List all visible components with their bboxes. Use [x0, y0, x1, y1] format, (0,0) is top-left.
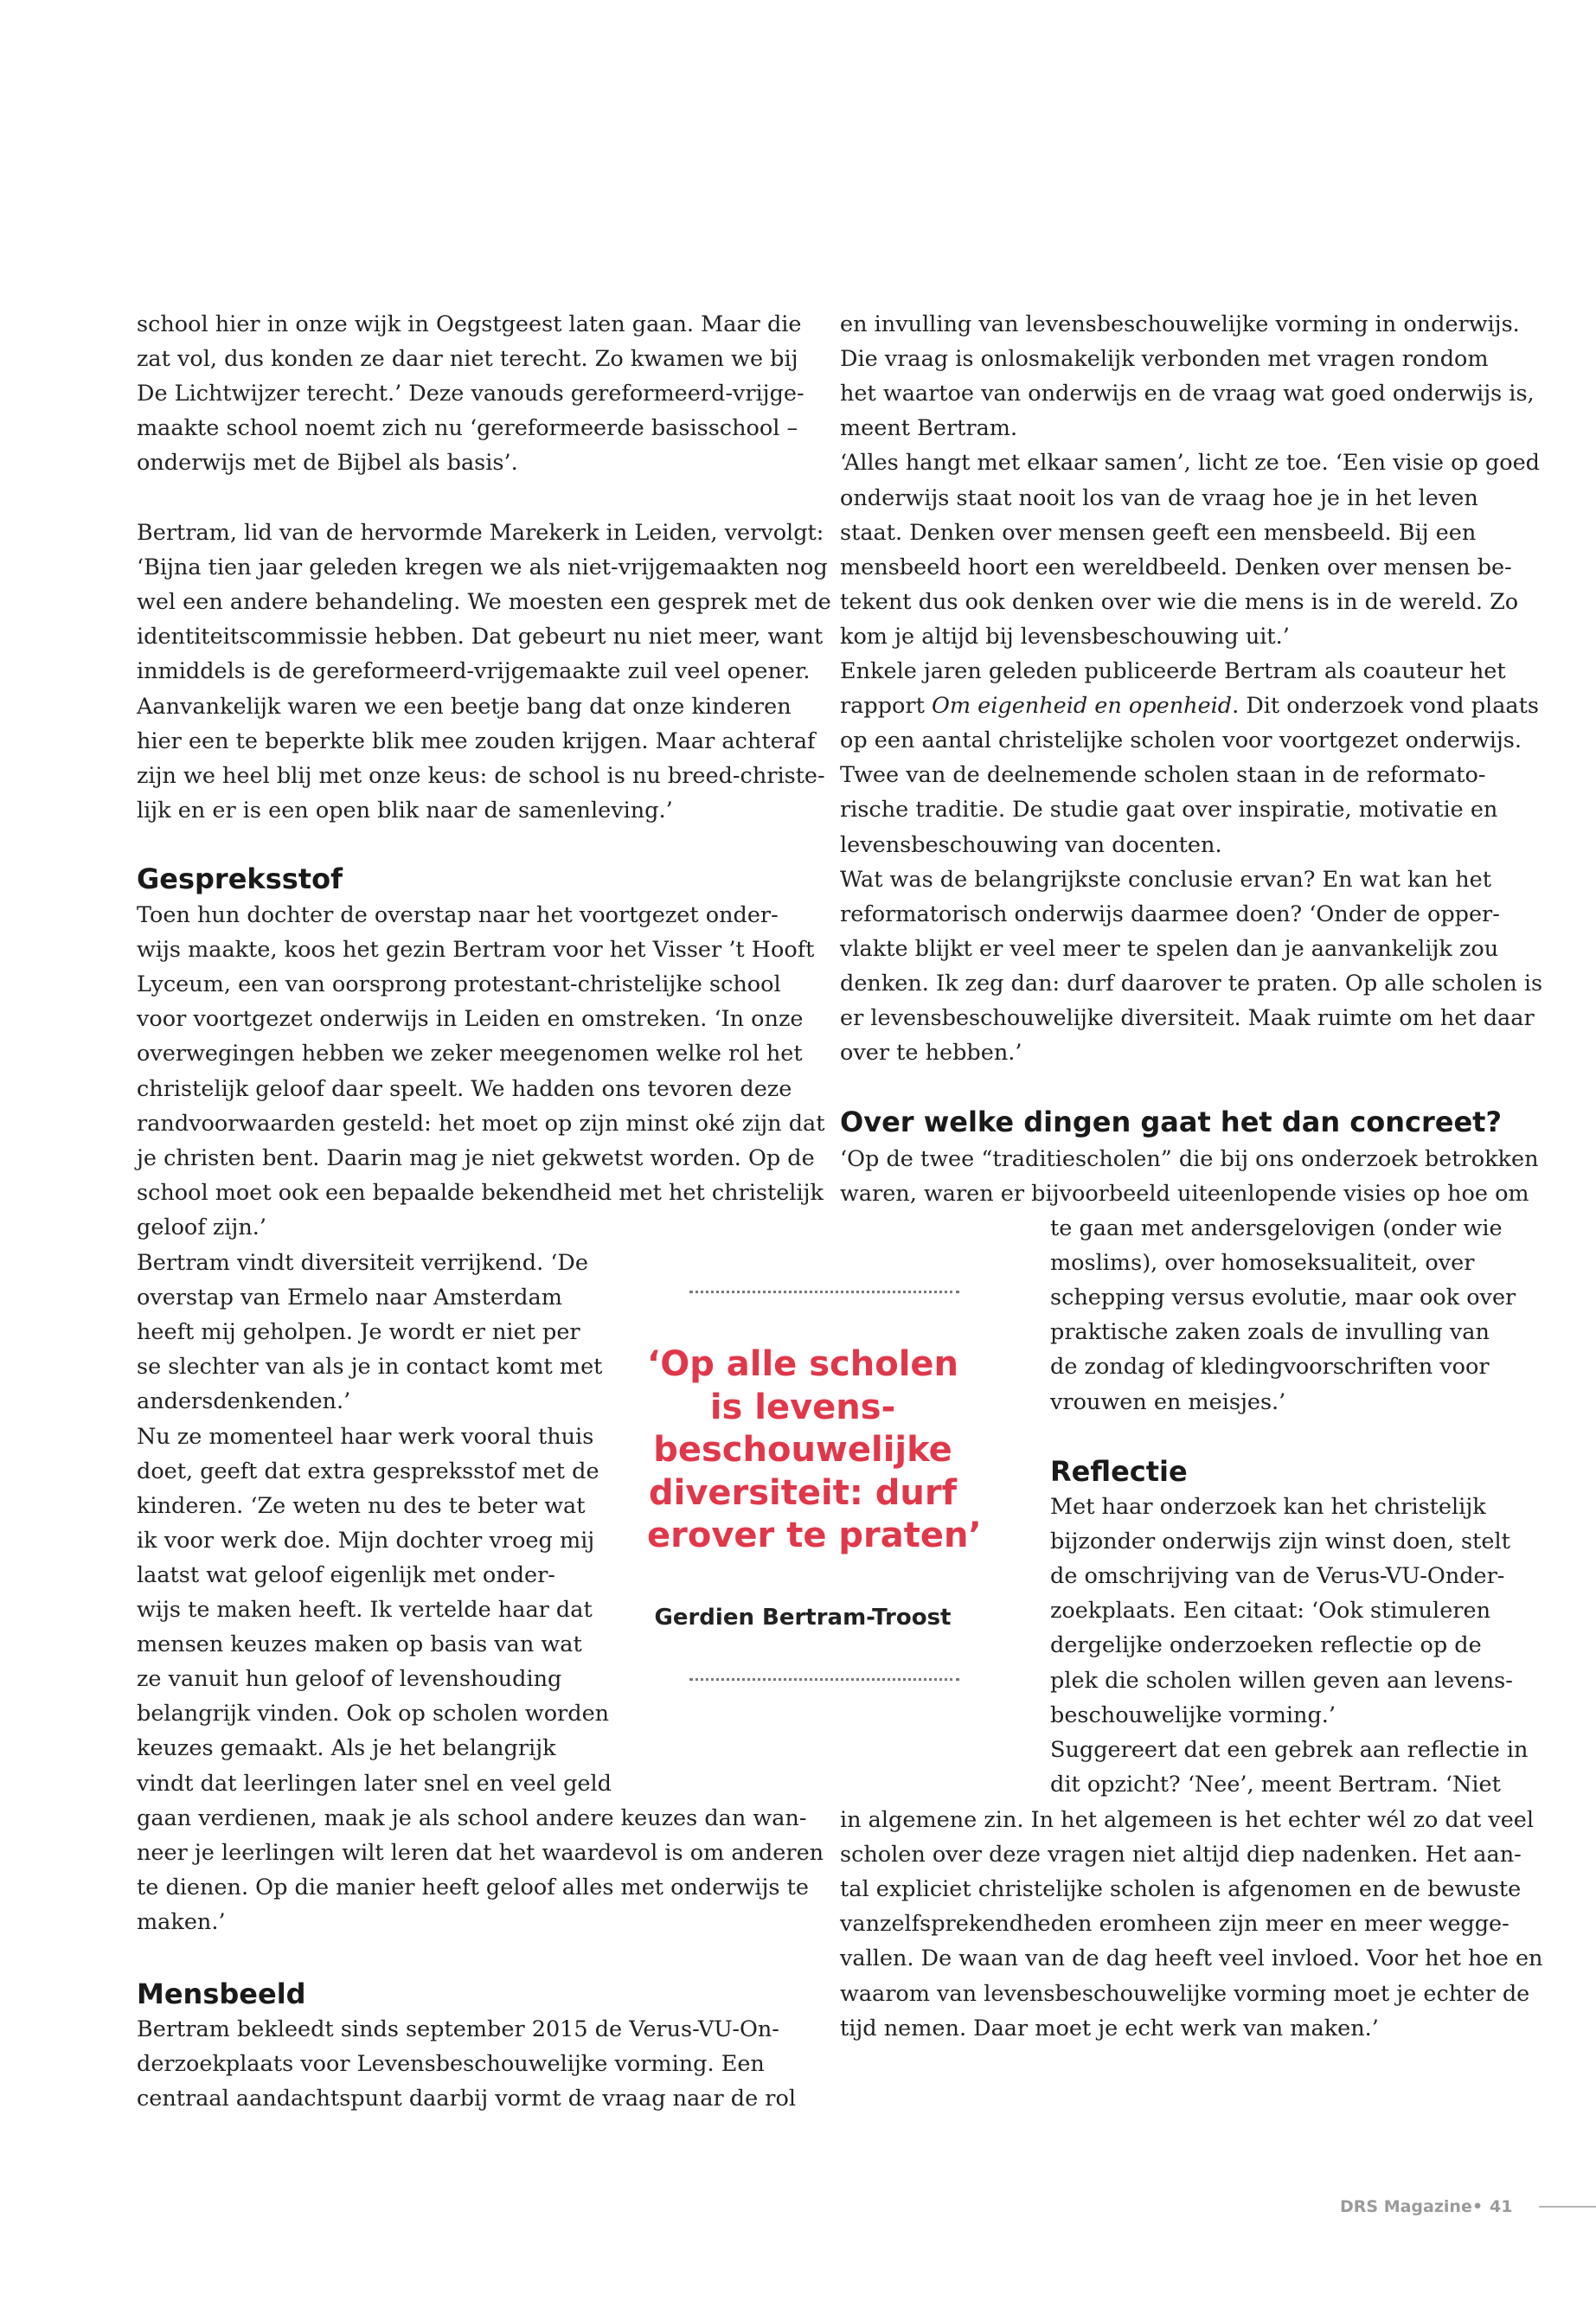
body-text-line: De Lichtwijzer terecht.’ Deze vanouds gereformeerd-vrijge- — [137, 381, 804, 407]
section-heading-reflectie: Reflectie — [1050, 1455, 1188, 1488]
body-text-line: Met haar onderzoek kan het christelijk — [1050, 1494, 1486, 1520]
pull-quote-line: is levens- — [709, 1387, 896, 1427]
body-text-line: centraal aandachtspunt daarbij vormt de vraag naar de rol — [137, 2086, 796, 2112]
body-text-line: waren, waren er bijvoorbeeld uiteenlopende visies op hoe om — [840, 1181, 1529, 1208]
body-text-line: Toen hun dochter de overstap naar het voortgezet onder- — [137, 902, 779, 928]
body-text-line: schepping versus evolutie, maar ook over — [1050, 1285, 1516, 1311]
body-text-line: reformatorisch onderwijs daarmee doen? ‘Onder de opper- — [840, 901, 1500, 927]
body-text-line: bijzonder onderwijs zijn winst doen, stelt — [1050, 1529, 1510, 1555]
section-heading-concreet: Over welke dingen gaat het dan concreet? — [840, 1106, 1502, 1138]
body-text-line: derzoekplaats voor Levensbeschouwelijke vorming. Een — [137, 2051, 765, 2078]
body-text-line: heeft mij geholpen. Je wordt er niet per — [137, 1319, 580, 1346]
body-text-line: over te hebben.’ — [840, 1040, 1022, 1067]
body-text-line: geloof zijn.’ — [137, 1214, 266, 1240]
body-text-line: ‘Alles hangt met elkaar samen’, licht ze toe. ‘Een visie op goed — [840, 450, 1540, 477]
body-text-line: wijs maakte, koos het gezin Bertram voor het Visser ’t Hooft — [137, 937, 815, 964]
body-text-line: Bertram, lid van de hervormde Marekerk in Leiden, vervolgt: — [137, 520, 824, 546]
body-text-line: meent Bertram. — [840, 415, 1018, 442]
body-text-line: overwegingen hebben we zeker meegenomen welke rol het — [137, 1041, 803, 1067]
body-text-line: Bertram vindt diversiteit verrijkend. ‘De — [137, 1250, 588, 1276]
body-text-line: vlakte blijkt er veel meer te spelen dan je aanvankelijk zou — [840, 935, 1499, 962]
body-text-line: laatst wat geloof eigenlijk met onder- — [137, 1561, 555, 1588]
footer-separator: • — [1472, 2197, 1484, 2216]
pull-quote-bottom-divider — [689, 1678, 959, 1681]
body-text-line: Nu ze momenteel haar werk vooral thuis — [137, 1423, 594, 1450]
body-text-line: Enkele jaren geleden publiceerde Bertram als coauteur het — [840, 658, 1506, 684]
body-text-line: tekent dus ook denken over wie die mens is in de wereld. Zo — [840, 588, 1519, 615]
body-text-line: Twee van de deelnemende scholen staan in de reformato- — [840, 762, 1486, 789]
body-text-line: Suggereert dat een gebrek aan reflectie in — [1050, 1736, 1529, 1763]
body-text-line: in algemene zin. In het algemeen is het echter wél zo dat veel — [840, 1807, 1535, 1833]
body-text-line: kinderen. ‘Ze weten nu des te beter wat — [137, 1492, 586, 1519]
body-text-line: praktische zaken zoals de invulling van — [1050, 1319, 1490, 1346]
body-text-line: mensen keuzes maken op basis van wat — [137, 1631, 582, 1658]
body-text-line: ik voor werk doe. Mijn dochter vroeg mij — [137, 1527, 595, 1554]
body-text-line: dit opzicht? ‘Nee’, meent Bertram. ‘Niet — [1050, 1771, 1501, 1798]
body-text-line: ze vanuit hun geloof of levenshouding — [137, 1666, 562, 1693]
body-text-line: je christen bent. Daarin mag je niet gekwetst worden. Op de — [137, 1144, 815, 1171]
body-text-line: overstap van Ermelo naar Amsterdam — [137, 1285, 562, 1311]
body-text-line: er levensbeschouwelijke diversiteit. Maak ruimte om het daar — [840, 1005, 1535, 1031]
body-text-line: tijd nemen. Daar moet je echt werk van maken.’ — [840, 2015, 1379, 2041]
body-text-line: se slechter van als je in contact komt met — [137, 1354, 603, 1381]
pull-quote-line: ‘Op alle scholen — [647, 1344, 959, 1384]
body-text-line: school hier in onze wijk in Oegstgeest laten gaan. Maar die — [137, 311, 802, 337]
body-text-line: belangrijk vinden. Ook op scholen worden — [137, 1701, 610, 1727]
body-text-line: keuzes gemaakt. Als je het belangrijk — [137, 1735, 556, 1762]
body-text-line: wel een andere behandeling. We moesten een gesprek met de — [137, 589, 831, 616]
body-text-line: de zondag of kledingvoorschriften voor — [1050, 1354, 1490, 1381]
body-text-line: te dienen. Op die manier heeft geloof alles met onderwijs te — [137, 1875, 809, 1901]
body-text-line: identiteitscommissie hebben. Dat gebeurt nu niet meer, want — [137, 624, 824, 651]
body-text-line: ‘Bijna tien jaar geleden kregen we als niet-vrijgemaakten nog — [137, 554, 828, 581]
body-text-line: vanzelfsprekendheden eromheen zijn meer en meer wegge- — [840, 1911, 1509, 1938]
body-text-line: lijk en er is een open blik naar de samenleving.’ — [137, 797, 673, 824]
rapport-prefix: rapport — [840, 693, 932, 720]
body-text-line: moslims), over homoseksualiteit, over — [1050, 1250, 1475, 1277]
pull-quote-author: Gerdien Bertram-Troost — [654, 1605, 952, 1631]
page-number: 41 — [1490, 2197, 1513, 2216]
magazine-name: DRS Magazine — [1340, 2197, 1472, 2216]
body-text-line: doet, geeft dat extra gespreksstof met de — [137, 1458, 599, 1484]
body-text-line: tal expliciet christelijke scholen is afgenomen en de bewuste — [840, 1876, 1522, 1903]
body-text-line: levensbeschouwing van docenten. — [840, 831, 1222, 858]
body-text-line: vrouwen en meisjes.’ — [1050, 1388, 1286, 1415]
rapport-suffix: . Dit onderzoek vond plaats — [1232, 693, 1539, 720]
section-heading-mensbeeld: Mensbeeld — [137, 1977, 306, 2010]
body-text-line: gaan verdienen, maak je als school andere keuzes dan wan- — [137, 1805, 807, 1831]
body-text-line: zoekplaats. Een citaat: ‘Ook stimuleren — [1050, 1598, 1490, 1625]
body-text-line: te gaan met andersgelovigen (onder wie — [1050, 1215, 1503, 1241]
body-text-line: Wat was de belangrijkste conclusie ervan? En wat kan het — [840, 866, 1491, 893]
body-text-line: plek die scholen willen geven aan levens- — [1050, 1667, 1513, 1694]
body-text-line: maakte school noemt zich nu ‘gereformeerde basisschool – — [137, 415, 798, 442]
body-text-line: beschouwelijke vorming.’ — [1050, 1702, 1336, 1728]
pull-quote-line: diversiteit: durf — [648, 1472, 958, 1513]
report-title: Om eigenheid en openheid — [931, 693, 1233, 720]
body-text-line: hier een te beperkte blik mee zouden krijgen. Maar achteraf — [137, 727, 816, 754]
body-text-line: Die vraag is onlosmakelijk verbonden met vragen rondom — [840, 346, 1489, 373]
body-text-line: onderwijs met de Bijbel als basis’. — [137, 450, 518, 477]
body-text-line: dergelijke onderzoeken reflectie op de — [1050, 1632, 1482, 1659]
body-text-line: en invulling van levensbeschouwelijke vorming in onderwijs. — [840, 311, 1520, 337]
section-heading-gespreksstof: Gespreksstof — [137, 862, 343, 895]
body-text-line: scholen over deze vragen niet altijd diep nadenken. Het aan- — [840, 1842, 1522, 1868]
body-text-line: school moet ook een bepaalde bekendheid met het christelijk — [137, 1179, 824, 1206]
body-text-line: randvoorwaarden gesteld: het moet op zijn minst oké zijn dat — [137, 1110, 825, 1137]
body-text-line: maken.’ — [137, 1909, 226, 1936]
body-text-line: inmiddels is de gereformeerd-vrijgemaakte zuil veel opener. — [137, 658, 811, 685]
body-text-line-rapport — [840, 689, 1539, 723]
body-text-line: Bertram bekleedt sinds september 2015 de Verus-VU-On- — [137, 2016, 779, 2042]
body-text-line: vindt dat leerlingen later snel en veel geld — [137, 1770, 612, 1797]
body-text-line: Aanvankelijk waren we een beetje bang dat onze kinderen — [137, 693, 792, 720]
body-text-line: ‘Op de twee “traditiescholen” die bij ons onderzoek betrokken — [840, 1146, 1539, 1172]
body-text-line: mensbeeld hoort een wereldbeeld. Denken over mensen be- — [840, 554, 1512, 580]
body-text-line: andersdenkenden.’ — [137, 1388, 351, 1415]
pull-quote-top-divider — [689, 1291, 959, 1293]
body-text-line: Lyceum, een van oorsprong protestant-christelijke school — [137, 971, 781, 998]
body-text-line: neer je leerlingen wilt leren dat het waardevol is om anderen — [137, 1840, 824, 1867]
body-text-line: kom je altijd bij levensbeschouwing uit.’ — [840, 623, 1290, 650]
body-text-line: christelijk geloof daar speelt. We hadden ons tevoren deze — [137, 1075, 792, 1102]
pull-quote-line: erover te praten’ — [647, 1516, 982, 1555]
body-text-line: de omschrijving van de Verus-VU-Onder- — [1050, 1563, 1505, 1590]
body-text-line: zat vol, dus konden ze daar niet terecht. Zo kwamen we bij — [137, 346, 798, 373]
body-text-line: het waartoe van onderwijs en de vraag wat goed onderwijs is, — [840, 381, 1535, 407]
body-text-line: vallen. De waan van de dag heeft veel invloed. Voor het hoe en — [840, 1945, 1543, 1972]
body-text-line: zijn we heel blij met onze keus: de school is nu breed-christe- — [137, 762, 825, 789]
body-text-line: wijs te maken heeft. Ik vertelde haar dat — [137, 1597, 593, 1623]
footer-rule — [1539, 2206, 1596, 2208]
body-text-line: waarom van levensbeschouwelijke vorming moet je echter de — [840, 1980, 1530, 2007]
body-text-line: onderwijs staat nooit los van de vraag hoe je in het leven — [840, 484, 1478, 511]
pull-quote-line: beschouwelijke — [653, 1430, 952, 1470]
body-text-line: staat. Denken over mensen geeft een mensbeeld. Bij een — [840, 519, 1477, 546]
body-text-line: voor voortgezet onderwijs in Leiden en omstreken. ‘In onze — [137, 1006, 804, 1033]
body-text-line: rische traditie. De studie gaat over inspiratie, motivatie en — [840, 797, 1498, 824]
body-text-line: op een aantal christelijke scholen voor voortgezet onderwijs. — [840, 727, 1522, 754]
body-text-line: denken. Ik zeg dan: durf daarover te praten. Op alle scholen is — [840, 970, 1543, 997]
